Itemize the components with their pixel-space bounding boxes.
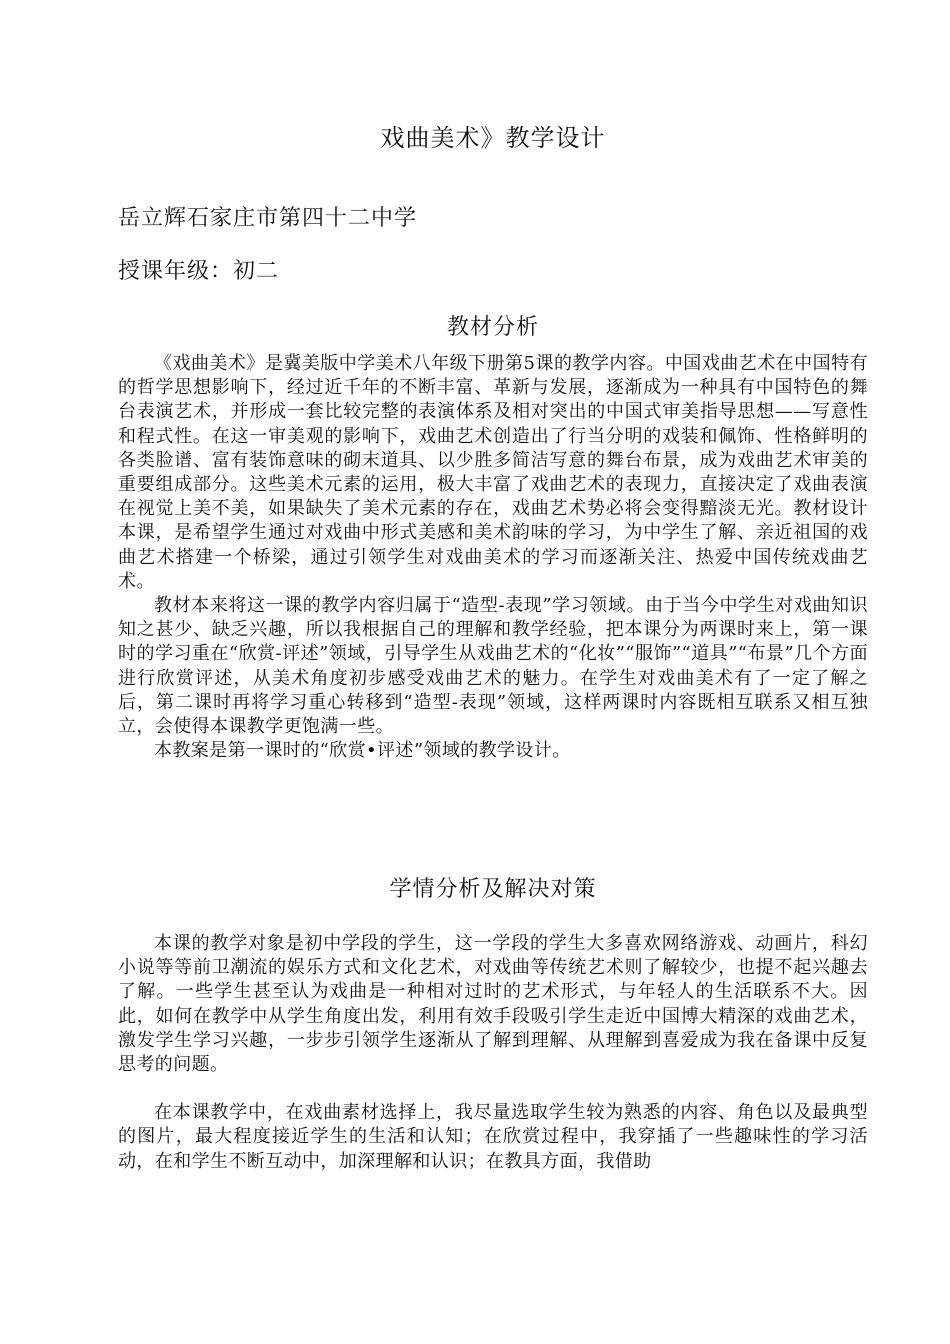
paragraph: 在本课教学中，在戏曲素材选择上，我尽量选取学生较为熟悉的内容、角色以及最典型的图片，最大程度接近学生的生活和认知；在欣赏过程中，我穿插了一些趣味性的学习活动，在和学生不断互动中，加深理解和认识；在教具方面，我借助	[118, 1102, 868, 1172]
paragraph: 本教案是第一课时的“欣赏•评述”领域的教学设计。	[154, 740, 571, 762]
section-heading-textbook-analysis: 教材分析	[446, 315, 539, 340]
grade-line: 授课年级：初二	[118, 259, 280, 284]
section-student-analysis	[118, 932, 868, 1174]
paragraph: 本课的教学对象是初中学段的学生，这一学段的学生大多喜欢网络游戏、动画片，科幻小说等等前卫潮流的娱乐方式和文化艺术，对戏曲等传统艺术则了解较少，也提不起兴趣去了解。一些学生甚至认为戏曲是一种相对过时的艺术形式，与年轻人的生活联系不大。因此，如何在教学中从学生角度出发，利用有效手段吸引学生走近中国博大精深的戏曲艺术，激发学生学习兴趣，一步步引领学生逐渐从了解到理解、从理解到喜爱成为我在备课中反复思考的问题。	[118, 933, 868, 1076]
document-title: 戏曲美术》教学设计	[380, 124, 606, 152]
paragraph-spacer	[118, 1077, 868, 1101]
document-page	[118, 0, 868, 1344]
paragraph: 《戏曲美术》是冀美版中学美术八年级下册第5课的教学内容。中国戏曲艺术在中国特有的哲学思想影响下，经过近千年的不断丰富、革新与发展，逐渐成为一种具有中国特色的舞台表演艺术，并形成一套比较完整的表演体系及相对突出的中国式审美指导思想——写意性和程式性。在这一审美观的影响下，戏曲艺术创造出了行当分明的戏装和佩饰、性格鲜明的各类脸谱、富有装饰意味的砌末道具、以少胜多简洁写意的舞台布景，成为戏曲艺术审美的重要组成部分。这些美术元素的运用，极大丰富了戏曲艺术的表现力，直接决定了戏曲表演在视觉上美不美，如果缺失了美术元素的存在，戏曲艺术势必将会变得黯淡无光。教材设计本课，是希望学生通过对戏曲中形式美感和美术韵味的学习，为中学生了解、亲近祖国的戏曲艺术搭建一个桥梁，通过引领学生对戏曲美术的学习而逐渐关注、热爱中国传统戏曲艺术。	[118, 353, 868, 592]
section-textbook-analysis	[118, 352, 868, 763]
author-line: 岳立辉石家庄市第四十二中学	[118, 206, 418, 231]
section-heading-student-analysis: 学情分析及解决对策	[389, 877, 597, 902]
paragraph: 教材本来将这一课的教学内容归属于“造型-表现”学习领域。由于当今中学生对戏曲知识知之甚少、缺乏兴趣，所以我根据自己的理解和教学经验，把本课分为两课时来上，第一课时的学习重在“欣赏-评述”领域，引导学生从戏曲艺术的“化妆”“服饰”“道具”“布景”几个方面进行欣赏评述，从美术角度初步感受戏曲艺术的魅力。在学生对戏曲美术有了一定了解之后，第二课时再将学习重心转移到“造型-表现”领域，这样两课时内容既相互联系又相互独立，会使得本课教学更饱满一些。	[118, 595, 868, 738]
